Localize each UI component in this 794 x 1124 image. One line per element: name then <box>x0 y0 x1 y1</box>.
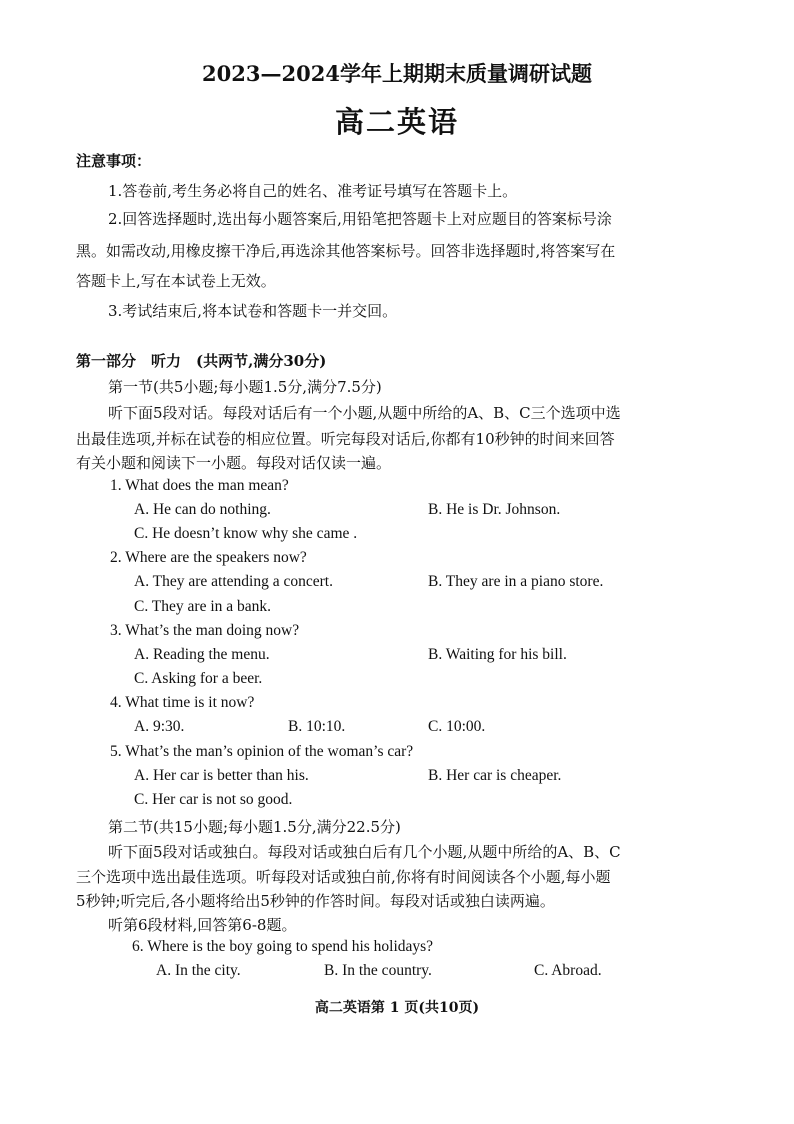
q2-option-c: C. They are in a bank. <box>134 598 272 615</box>
q1-option-a: A. He can do nothing. <box>134 501 271 518</box>
q4-option-a: A. 9:30. <box>134 718 185 735</box>
section1-heading: 第一节(共5小题;每小题1.5分,满分7.5分) <box>108 378 382 396</box>
section2-instruction-1: 听下面5段对话或独白。每段对话或独白后有几个小题,从题中所给的A、B、C <box>108 843 621 861</box>
question-2: 2. Where are the speakers now? <box>110 549 307 566</box>
q2-option-a: A. They are attending a concert. <box>134 573 333 590</box>
q5-option-b: B. Her car is cheaper. <box>428 767 562 784</box>
notice-line-5: 3.考试结束后,将本试卷和答题卡一并交回。 <box>108 302 398 320</box>
q4-option-b: B. 10:10. <box>288 718 346 735</box>
q6-option-b: B. In the country. <box>324 962 432 979</box>
q1-option-c: C. He doesn’t know why she came . <box>134 525 358 542</box>
section1-instruction-2: 出最佳选项,并标在试卷的相应位置。听完每段对话后,你都有10秒钟的时间来回答 <box>76 430 615 448</box>
notice-line-1: 1.答卷前,考生务必将自己的姓名、准考证号填写在答题卡上。 <box>108 182 518 200</box>
section2-instruction-2: 三个选项中选出最佳选项。听每段对话或独白前,你将有时间阅读各个小题,每小题 <box>76 868 611 886</box>
section2-instruction-3: 5秒钟;听完后,各小题将给出5秒钟的作答时间。每段对话或独白读两遍。 <box>76 892 555 910</box>
section2-heading: 第二节(共15小题;每小题1.5分,满分22.5分) <box>108 818 401 836</box>
q6-option-c: C. Abroad. <box>534 962 602 979</box>
notice-line-4: 答题卡上,写在本试卷上无效。 <box>76 272 276 290</box>
q3-option-b: B. Waiting for his bill. <box>428 646 567 663</box>
question-3: 3. What’s the man doing now? <box>110 622 300 639</box>
material-note: 听第6段材料,回答第6-8题。 <box>108 916 297 934</box>
q1-option-b: B. He is Dr. Johnson. <box>428 501 561 518</box>
notice-heading: 注意事项： <box>76 152 152 170</box>
question-5: 5. What’s the man’s opinion of the woman’s car? <box>110 743 414 760</box>
page-footer: 高二英语第 1 页(共10页) <box>314 1000 480 1016</box>
section1-instruction-1: 听下面5段对话。每段对话后有一个小题,从题中所给的A、B、C三个选项中选 <box>108 404 621 422</box>
section1-instruction-3: 有关小题和阅读下一小题。每段对话仅读一遍。 <box>76 454 392 472</box>
q3-option-a: A. Reading the menu. <box>134 646 270 663</box>
exam-title: 2023—2024学年上期期末质量调研试题 <box>202 61 592 86</box>
question-1: 1. What does the man mean? <box>110 477 289 494</box>
subject-title: 高二英语 <box>334 105 459 139</box>
part1-heading: 第一部分 听力 (共两节,满分30分) <box>76 352 327 370</box>
q5-option-c: C. Her car is not so good. <box>134 791 293 808</box>
question-6: 6. Where is the boy going to spend his holidays? <box>132 938 434 955</box>
q6-option-a: A. In the city. <box>156 962 241 979</box>
notice-line-2: 2.回答选择题时,选出每小题答案后,用铅笔把答题卡上对应题目的答案标号涂 <box>108 210 612 228</box>
q3-option-c: C. Asking for a beer. <box>134 670 263 687</box>
q2-option-b: B. They are in a piano store. <box>428 573 604 590</box>
q4-option-c: C. 10:00. <box>428 718 486 735</box>
question-4: 4. What time is it now? <box>110 694 255 711</box>
notice-line-3: 黑。如需改动,用橡皮擦干净后,再选涂其他答案标号。回答非选择题时,将答案写在 <box>76 242 616 260</box>
q5-option-a: A. Her car is better than his. <box>134 767 309 784</box>
